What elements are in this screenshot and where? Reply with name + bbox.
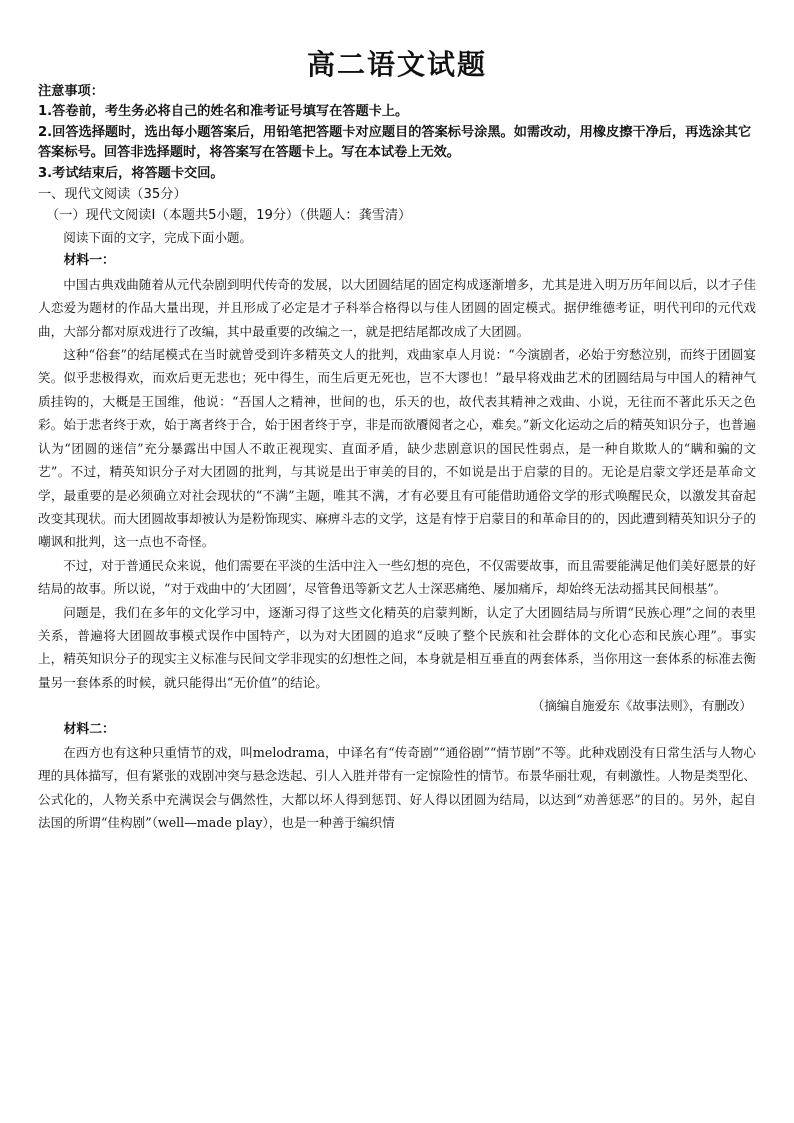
notice-item: 1.答卷前，考生务必将自己的姓名和准考证号填写在答题卡上。: [38, 104, 409, 120]
paragraph: 不过，对于普通民众来说，他们需要在平淡的生活中注入一些幻想的亮色，不仅需要故事，而且需要能满足他们美好愿景的好结局的故事。所以说，“对于戏曲中的‘大团圆’，尽管鲁迅等新文艺人士深恶痛绝、屡加痛斥，却始终无法动摇其民间根基”。: [38, 557, 756, 597]
exam-page: [38, 46, 756, 835]
paragraph: 这种“俗套”的结尾模式在当时就曾受到许多精英文人的批判，戏曲家卓人月说：“今演剧者，必始于穷愁泣别，而终于团圆宴笑。似乎悲极得欢，而欢后更无悲也；死中得生，而生后更无死也，岂不大谬也！”最早将戏曲艺术的团圆结局与中国人的精神气质挂钩的，大概是王国维，他说：“吾国人之精神，世间的也，乐天的也，故代表其精神之戏曲、小说，无往而不著此乐天之色彩。始于悲者终于欢，始于离者终于合，始于困者终于亨，非是而欲餍阅者之心，难矣。”新文化运动之后的精英知识分子，也普遍认为“团圆的迷信”充分暴露出中国人不敢正视现实、直面矛盾，缺少悲剧意识的国民性弱点，是一种自欺欺人的“瞒和骗的文艺”。不过，精英知识分子对大团圆的批判，与其说是出于审美的目的，不如说是出于启蒙的目的。无论是启蒙文学还是革命文学，最重要的是必须确立对社会现状的“不满”主题，唯其不满，才有必要且有可能借助通俗文学的形式唤醒民众，以激发其奋起改变其现状。而大团圆故事却被认为是粉饰现实、麻痹斗志的文学，这是有悖于启蒙目的和革命目的的，因此遭到精英知识分子的嘲讽和批判，这一点也不奇怪。: [38, 347, 756, 550]
material-label: 材料二：: [63, 721, 115, 737]
page-title: 高二语文试题: [306, 48, 487, 81]
reading-passage: [38, 226, 756, 835]
notice-heading: 注意事项：: [38, 84, 104, 99]
section-heading: 一、现代文阅读（35分）: [38, 187, 187, 203]
instruction-text: 阅读下面的文字，完成下面小题。: [63, 230, 253, 246]
notice-item: 3.考试结束后，将答题卡交回。: [38, 165, 224, 181]
source-citation: （摘编自施爱东《故事法则》，有删改）: [531, 698, 752, 714]
subsection-heading: （一）现代文阅读Ⅰ（本题共5小题，19分）（供题人：龚雪清）: [46, 208, 412, 224]
notice-section: [38, 82, 756, 184]
paragraph: 中国古典戏曲随着从元代杂剧到明代传奇的发展，以大团圆结尾的固定构成逐渐增多，尤其是进入明万历年间以后，以才子佳人恋爱为题材的作品大量出现，并且形成了必定是才子科举合格得以与佳人团圆的固定模式。据伊维德考证，明代刊印的元代戏曲，大部分都对原戏进行了改编，其中最重要的改编之一，就是把结尾都改成了大团圆。: [38, 276, 756, 339]
paragraph: 问题是，我们在多年的文化学习中，逐渐习得了这些文化精英的启蒙判断，认定了大团圆结局与所谓“民族心理”之间的表里关系，普遍将大团圆故事模式误作中国特产，以为对大团圆的追求“反映了整个民族和社会群体的文化心态和民族心理”。事实上，精英知识分子的现实主义标准与民间文学非现实的幻想性之间，本身就是相互垂直的两套体系，当你用这一套体系的标准去衡量另一套体系的时候，就只能得出“无价值”的结论。: [38, 604, 756, 690]
notice-item: 2.回答选择题时，选出每小题答案后，用铅笔把答题卡对应题目的答案标号涂黑。如需改动，用橡皮擦干净后，再选涂其它答案标号。回答非选择题时，将答案写在答题卡上。写在本试卷上无效。: [38, 124, 752, 161]
paragraph: 在西方也有这种只重情节的戏，叫melodrama，中译名有“传奇剧”“通俗剧”“情节剧”不等。此种戏剧没有日常生活与人物心理的具体描写，但有紧张的戏剧冲突与悬念迭起、引人入胜并带有一定惊险性的情节。布景华丽壮观，有刺激性。人物是类型化、公式化的，人物关系中充满误会与偶然性，大都以坏人得到惩罚、好人得以团圆为结局，以达到“劝善惩恶”的目的。另外，起自法国的所谓“佳构剧”（well—made play），也是一种善于编织情: [38, 744, 756, 831]
material-label: 材料一：: [63, 253, 115, 269]
